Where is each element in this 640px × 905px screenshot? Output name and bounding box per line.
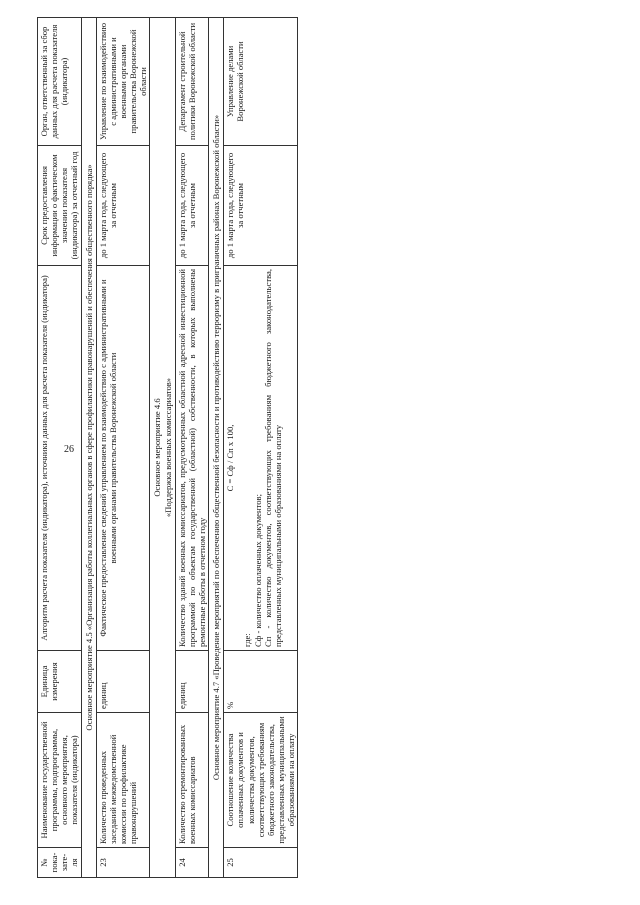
algorithm-cell: Количество зданий военных комиссариатов, предусмотренных областной адресной инвестиционной программой по объектам государственной (областной) собственности, в которых выполнены ремонтные работы в отчетном году xyxy=(175,266,208,651)
section-row-4-7 xyxy=(209,18,224,878)
table-row xyxy=(224,18,298,878)
responsible-cell: Управление по взаимодействию с административными и военными органами правительства Воронежской области xyxy=(96,18,150,146)
deadline-cell: до 1 марта года, следующего за отчетным xyxy=(224,146,298,266)
algorithm-cell xyxy=(224,266,298,651)
unit-cell: % xyxy=(224,651,298,713)
formula-sf: Сф - количество оплаченных документов; xyxy=(252,494,263,647)
section-title: Основное мероприятие 4.7 «Проведение мероприятий по обеспечению общественной безопасности и противодействию терроризму в приграничных районах Воронежской области» xyxy=(209,18,224,878)
row-number: 24 xyxy=(175,848,208,878)
indicator-name: Соотношение количества оплаченных документов и количества документов, соответствующих требованиям бюджетного законодательства, представленных муниципальными образованиями на оплату xyxy=(224,713,298,848)
row-number: 25 xyxy=(224,848,298,878)
header-responsible: Орган, ответственный за сбор данных для расчета показателя (индикатора) xyxy=(38,18,82,146)
deadline-cell: до 1 марта года, следующего за отчетным xyxy=(96,146,150,266)
header-algorithm: Алгоритм расчета показателя (индикатора), источники данных для расчета показателя (индикатора) xyxy=(38,266,82,651)
formula-where: где: xyxy=(242,633,253,647)
header-num: № пока-зате-ля xyxy=(38,848,82,878)
section-row-4-6 xyxy=(150,18,175,878)
table-row xyxy=(175,18,208,878)
section-title: Основное мероприятие 4.5 «Организация работы коллегиальных органов в сфере профилактики правонарушений и обеспечения общественного порядка» xyxy=(81,18,96,878)
rotated-page xyxy=(37,18,565,878)
deadline-cell: до 1 марта года, следующего за отчетным xyxy=(175,146,208,266)
section-name-line: «Поддержка военных комиссариатов» xyxy=(162,377,173,518)
section-title xyxy=(150,18,175,878)
responsible-cell: Департамент строительной политики Воронежской области xyxy=(175,18,208,146)
indicators-table xyxy=(37,17,298,878)
indicator-name: Количество отремонтированных военных комиссариатов xyxy=(175,713,208,848)
responsible-cell: Управление делами Воронежской области xyxy=(224,18,298,146)
unit-cell: единиц xyxy=(96,651,150,713)
indicator-name: Количество проведенных заседаний межведомственной комиссии по профилактике правонарушений xyxy=(96,713,150,848)
header-row xyxy=(38,18,82,878)
algorithm-cell: Фактическое предоставление сведений управлением по взаимодействию с административными и военными органами правительства Воронежской области xyxy=(96,266,150,651)
section-title-line: Основное мероприятие 4.6 xyxy=(152,398,163,497)
formula: С = Сф / Сп х 100, xyxy=(225,424,236,492)
table-row xyxy=(96,18,150,878)
section-row-4-5 xyxy=(81,18,96,878)
formula-sp: Сп - количество документов, соответствующих требованиям бюджетного законодательства, представленных муниципальными образованиями на оплату xyxy=(262,269,283,647)
header-deadline: Срок предоставления информации о фактическом значении показателя (индикатора) за отчетный год xyxy=(38,146,82,266)
header-unit: Единица измерения xyxy=(38,651,82,713)
header-name: Наименование государственной программы, подпрограммы, основного мероприятия, показателя (индикатора) xyxy=(38,713,82,848)
page-number: 26 xyxy=(64,444,74,455)
row-number: 23 xyxy=(96,848,150,878)
unit-cell: единиц xyxy=(175,651,208,713)
